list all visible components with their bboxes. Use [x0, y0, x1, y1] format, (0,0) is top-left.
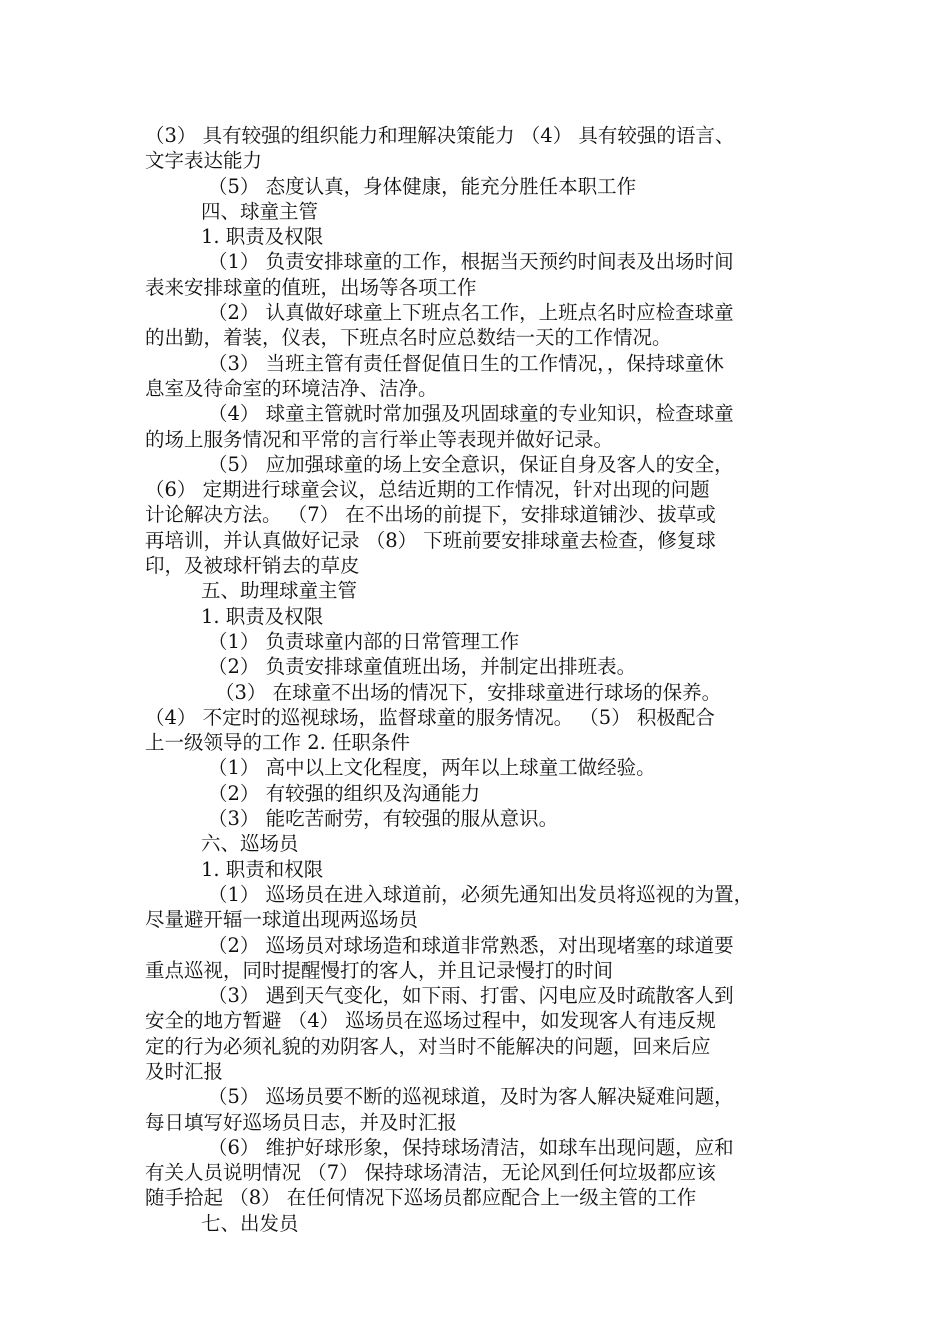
text-line: （2） 有较强的组织及沟通能力 — [208, 781, 481, 805]
text-line: （1） 负责安排球童的工作，根据当天预约时间表及出场时间 — [208, 250, 734, 274]
text-line: （3） 在球童不出场的情况下，安排球童进行球场的保养。 — [215, 680, 722, 704]
text-line: 每日填写好巡场员日志，并及时汇报 — [145, 1110, 458, 1134]
text-line: （1） 巡场员在进入球道前，必须先通知出发员将巡视的为置， — [208, 882, 754, 906]
text-line: （3） 当班主管有责任督促值日生的工作情况，，保持球童休 — [208, 351, 724, 375]
section-heading: 七、出发员 — [201, 1211, 299, 1235]
text-line: 文字表达能力 — [145, 149, 263, 173]
text-line: （4） 球童主管就时常加强及巩固球童的专业知识，检查球童 — [208, 402, 734, 426]
text-line: （6） 维护好球形象，保持球场清洁，如球车出现问题，应和 — [208, 1135, 734, 1159]
text-line: （6） 定期进行球童会议，总结近期的工作情况，针对出现的问题 — [145, 478, 710, 502]
text-line: （3） 能吃苦耐劳，有较强的服从意识。 — [208, 807, 559, 831]
text-line: 的出勤，着装，仪表，下班点名时应总数结一天的工作情况。 — [145, 326, 672, 350]
text-line: 尽量避开辐一球道出现两巡场员 — [145, 908, 419, 932]
text-line: 息室及待命室的环境洁净、洁净。 — [145, 376, 438, 400]
text-line: 计论解决方法。 （7） 在不出场的前提下，安排球道铺沙、拔草或 — [145, 503, 716, 527]
text-line: 有关人员说明情况 （7） 保持球场清洁，无论风到任何垃圾都应该 — [145, 1161, 716, 1185]
text-line: 上一级领导的工作 2. 任职条件 — [145, 731, 411, 755]
section-heading: 四、球童主管 — [201, 199, 319, 223]
text-line: 表来安排球童的值班，出场等各项工作 — [145, 275, 477, 299]
text-line: （5） 巡场员要不断的巡视球道，及时为客人解决疑难问题， — [208, 1085, 734, 1109]
text-line: 及时汇报 — [145, 1059, 224, 1083]
text-line: 安全的地方暂避 （4） 巡场员在巡场过程中，如发现客人有违反规 — [145, 1009, 716, 1033]
text-line: （2） 负责安排球童值班出场，并制定出排班表。 — [208, 655, 637, 679]
document-body — [145, 123, 825, 1236]
text-line: （5） 态度认真，身体健康，能充分胜任本职工作 — [208, 174, 637, 198]
text-line: （1） 负责球童内部的日常管理工作 — [208, 629, 520, 653]
subsection-heading: 1. 职责及权限 — [201, 225, 324, 249]
text-line: 重点巡视，同时提醒慢打的客人，并且记录慢打的时间 — [145, 958, 614, 982]
text-line: （3） 遇到天气变化，如下雨、打雷、闪电应及时疏散客人到 — [208, 984, 734, 1008]
text-line: 随手拾起 （8） 在任何情况下巡场员都应配合上一级主管的工作 — [145, 1186, 697, 1210]
text-line: （2） 巡场员对球场造和球道非常熟悉，对出现堵塞的球道要 — [208, 933, 734, 957]
text-line: （3） 具有较强的组织能力和理解决策能力 （4） 具有较强的语言、 — [145, 124, 735, 147]
text-line: 定的行为必须礼貌的劝阴客人，对当时不能解决的问题，回来后应 — [145, 1034, 711, 1058]
subsection-heading: 1. 职责和权限 — [201, 857, 324, 881]
text-line: （2） 认真做好球童上下班点名工作，上班点名时应检查球童 — [208, 301, 734, 325]
text-line: 的场上服务情况和平常的言行举止等表现并做好记录。 — [145, 427, 614, 451]
section-heading: 六、巡场员 — [201, 832, 299, 856]
text-line: （1） 高中以上文化程度，两年以上球童工做经验。 — [208, 756, 656, 780]
section-heading: 五、助理球童主管 — [201, 579, 358, 603]
text-line: （4） 不定时的巡视球场，监督球童的服务情况。 （5） 积极配合 — [145, 705, 715, 729]
text-line: （5） 应加强球童的场上安全意识，保证自身及客人的安全， — [208, 452, 734, 476]
text-line: 再培训，并认真做好记录 （8） 下班前要安排球童去检查，修复球 — [145, 528, 716, 552]
text-line: 印，及被球杆销去的草皮 — [145, 554, 360, 578]
subsection-heading: 1. 职责及权限 — [201, 604, 324, 628]
